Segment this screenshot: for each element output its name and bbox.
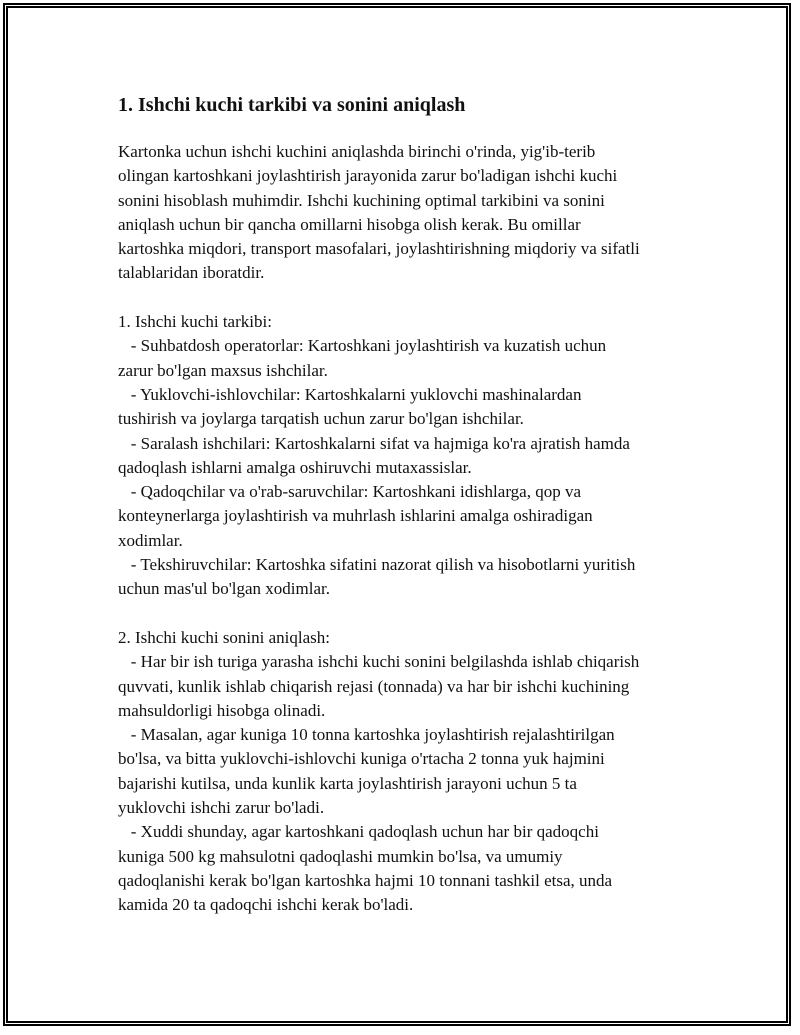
text-line: mahsuldorligi hisobga olinadi. [118, 700, 326, 720]
text-line [118, 286, 698, 310]
text-line: aniqlash uchun bir qancha omillarni hisobga olish kerak. Bu omillar [118, 214, 581, 234]
text-line: quvvati, kunlik ishlab chiqarish rejasi (tonnada) va har bir ishchi kuchining [118, 676, 630, 696]
text-line: bo'lsa, va bitta yuklovchi-ishlovchi kuniga o'rtacha 2 tonna yuk hajmini [118, 749, 605, 769]
text-line: - Masalan, agar kuniga 10 tonna kartoshka joylashtirish rejalashtirilgan [118, 725, 615, 745]
text-line: qadoqlash ishlarni amalga oshiruvchi mutaxassislar. [118, 457, 472, 477]
text-line: zarur bo'lgan maxsus ishchilar. [118, 360, 328, 380]
text-line: 2. Ishchi kuchi sonini aniqlash: [118, 627, 331, 647]
text-line: kamida 20 ta qadoqchi ishchi kerak bo'ladi. [118, 895, 414, 915]
text-line: Kartonka uchun ishchi kuchini aniqlashda birinchi o'rinda, yig'ib-terib [118, 142, 596, 161]
text-line: qadoqlanishi kerak bo'lgan kartoshka hajmi 10 tonnani tashkil etsa, unda [118, 870, 613, 890]
text-line: - Saralash ishchilari: Kartoshkalarni sifat va hajmiga ko'ra ajratish hamda [118, 433, 630, 453]
text-line: bajarishi kutilsa, unda kunlik karta joylashtirish jarayoni uchun 5 ta [118, 773, 577, 793]
text-line: - Yuklovchi-ishlovchilar: Kartoshkalarni yuklovchi mashinalardan [118, 384, 582, 404]
document-content [118, 92, 698, 918]
text-line: - Suhbatdosh operatorlar: Kartoshkani joylashtirish va kuzatish uchun [118, 336, 607, 356]
text-line: sonini hisoblash muhimdir. Ishchi kuchining optimal tarkibini va sonini [118, 190, 605, 210]
body-text [118, 140, 698, 918]
text-line: - Tekshiruvchilar: Kartoshka sifatini nazorat qilish va hisobotlarni yuritish [118, 555, 636, 575]
section-heading: 1. Ishchi kuchi tarkibi va sonini aniqlash [118, 94, 466, 116]
text-line: - Har bir ish turiga yarasha ishchi kuchi sonini belgilashda ishlab chiqarish [118, 652, 640, 672]
text-line: kuniga 500 kg mahsulotni qadoqlashi mumkin bo'lsa, va umumiy [118, 846, 563, 866]
text-line: - Xuddi shunday, agar kartoshkani qadoqlash uchun har bir qadoqchi [118, 822, 599, 842]
text-line: konteynerlarga joylashtirish va muhrlash ishlarini amalga oshiradigan [118, 506, 593, 526]
text-line: xodimlar. [118, 530, 183, 550]
text-line: tushirish va joylarga tarqatish uchun zarur bo'lgan ishchilar. [118, 409, 524, 429]
text-line: uchun mas'ul bo'lgan xodimlar. [118, 579, 330, 599]
text-line: - Qadoqchilar va o'rab-saruvchilar: Kartoshkani idishlarga, qop va [118, 482, 582, 502]
text-line: talablaridan iboratdir. [118, 263, 265, 283]
text-line: olingan kartoshkani joylashtirish jarayonida zarur bo'ladigan ishchi kuchi [118, 166, 618, 186]
text-line [118, 602, 698, 626]
text-line: kartoshka miqdori, transport masofalari, joylashtirishning miqdoriy va sifatli [118, 239, 640, 259]
text-line: 1. Ishchi kuchi tarkibi: [118, 312, 272, 332]
text-line: yuklovchi ishchi zarur bo'ladi. [118, 798, 325, 818]
